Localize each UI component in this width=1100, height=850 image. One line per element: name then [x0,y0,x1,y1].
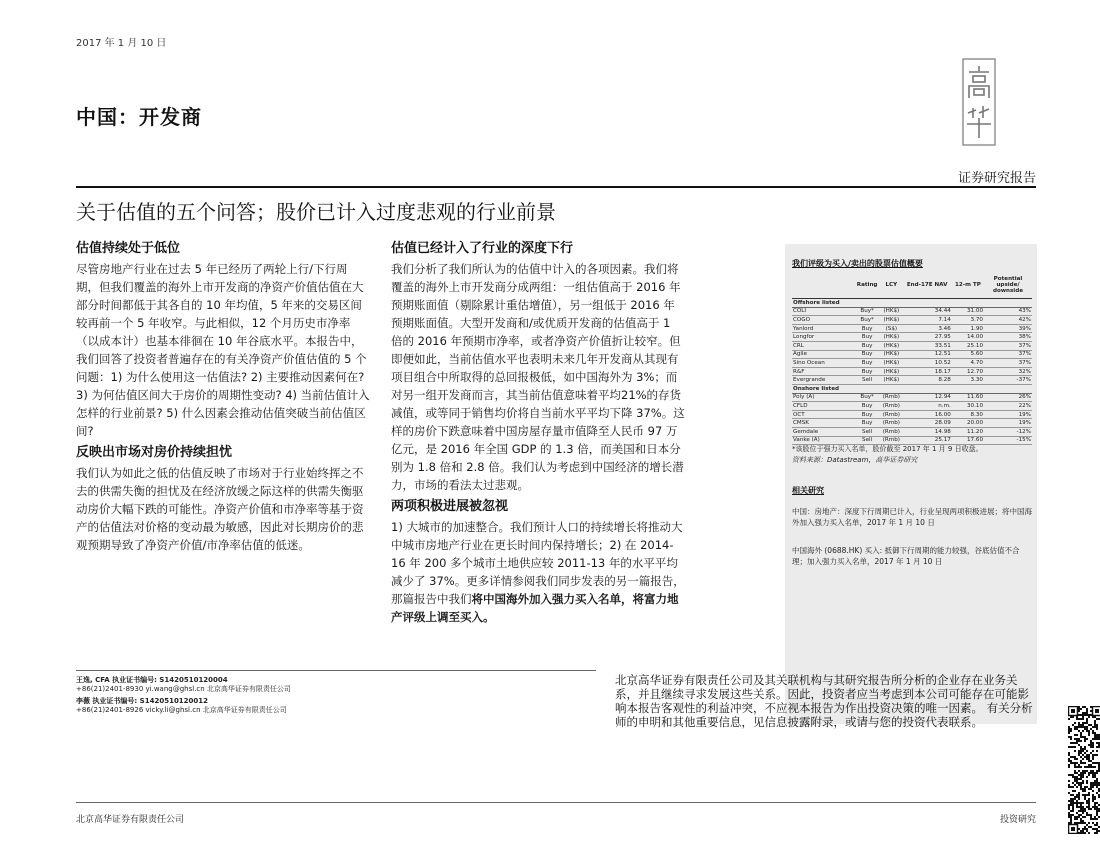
report-headline: 关于估值的五个问答；股价已计入过度悲观的行业前景 [76,200,556,224]
disclaimer-text: 北京高华证券有限责任公司及其关联机构与其研究报告所分析的企业存在业务关系，并且继续寻求发展这些关系。因此，投资者应当考虑到本公司可能存在可能影响本报告客观性的利益冲突，不应视本报告为作出投资决策的唯一因素。 有关分析师的申明和其他重要信息，见信息披露附录，或请与您的投资代表联系。 [615,673,1033,729]
section-heading: 反映出市场对房价持续担忧 [76,445,233,460]
table-source: 资料来源：Datastream，高华证券研究 [792,456,918,464]
section-body: 1) 大城市的加速整合。我们预计人口的持续增长将推动大中城市房地产行业在更长时间内保持增长；2) 在 2014-16 年 200 多个城市土地供应较 2011-13 年的水平平均减少了 37%。更多详情参阅我们同步发表的另一篇报告，那篇报告中我们将中国海外加入强力买入名单，将富力地产评级上调至买入。 [391,520,685,624]
footer-divider [76,802,1036,803]
footer-label: 投资研究 [999,815,1036,825]
qr-code [1068,706,1100,834]
section-heading: 估值已经计入了行业的深度下行 [391,241,574,256]
table-row: Poly (A) Buy* (Rmb) 12.94 11.60 26% [793,394,1031,401]
table-row: OCT Buy (Rmb) 16.00 8.30 19% [793,411,1031,418]
table-header-cell: LCY [880,271,902,299]
sector-title: 中国：开发商 [76,105,202,129]
table-header-cell: Rating [854,271,880,299]
table-header-cell: Potential upside/ downside [984,271,1032,299]
related-research-item: 中国：房地产：深度下行周期已计入，行业呈现两项积极进展；将中国海外加入强力买入名单，2017 年 1 月 10 日 [792,507,1032,527]
table-row: CFLD Buy (Rmb) n.m. 30.10 22% [793,402,1031,409]
table-row: Yanlord Buy (S$) 3.46 1.90 39% [793,325,1031,332]
table-row: Longfor Buy (HK$) 27.95 14.00 38% [793,334,1031,341]
analyst-divider [76,670,596,671]
analyst-info: 李薇 执业证书编号: S1420510120012 +86(21)2401-8926 vicky.li@ghsl.cn 北京高华证券有限责任公司 [76,697,287,714]
table-header-cell [792,271,854,299]
report-type-label: 证券研究报告 [957,171,1036,186]
section-heading: 估值持续处于低位 [76,241,181,256]
table-row: R&F Buy (HK$) 18.17 12.70 32% [793,368,1031,375]
table-note: *该股位于强力买入名单，股价截至 2017 年 1 月 9 日收盘。 资料来源：Datastream，高华证券研究 [792,444,1037,466]
analyst-info: 王逸, CFA 执业证书编号: S1420510120004 +86(21)2401-8930 yi.wang@ghsl.cn 北京高华证券有限责任公司 [76,676,291,693]
column-middle [391,240,685,630]
gaohua-logo [962,58,996,146]
table-row: Sino Ocean Buy (HK$) 10.52 4.70 37% [793,359,1031,366]
section-body: 我们分析了我们所认为的估值中计入的各项因素。我们将覆盖的海外上市开发商分成两组：一组估值高于 2016 年预期账面值（剔除累计重估增值），另一组低于 2016 年预期账面值。大型开发商和/或优质开发商的估值高于 1 倍的 2016 年预期市净率，或者净资产价值折让较窄。但即便如此，当前估值水平也表明未来几年开发商从其现有项目组合中所取得的总回报极低，如中国海外为 3%；而对另一组开发商而言，其当前估值意味着平均21%的存货减值，或等同于销售均价将自当前水平平均下降 37%。这样的房价下跌意味着中国房屋存量市值降至人民币 97 万亿元，是 2016 年全国 GDP 的 1.3 倍，而美国和日本分别为 1.8 倍和 2.8 倍。我们认为考虑到中国经济的增长潜力，市场的看法太过悲观。 [391,262,685,492]
table-group-row: Onshore listed [792,384,1032,393]
table-row: COLI Buy* (HK$) 34.44 31.00 43% [793,308,1031,315]
table-header-row [792,271,1032,299]
table-row: Evergrande Sell (HK$) 8.28 3.30 -37% [793,377,1031,384]
table-row: Agile Buy (HK$) 12.51 5.60 37% [793,351,1031,358]
report-date: 2017 年 1 月 10 日 [76,38,167,49]
related-research-item: 中国海外 (0688.HK) 买入: 抵御下行周期的能力较强，谷底估值不合理；加入强力买入名单，2017 年 1 月 10 日 [792,546,1020,566]
table-header-cell: End-17E NAV [902,271,951,299]
table-row: Vanke (A) Sell (Rmb) 25.17 17.60 -15% [793,437,1031,444]
footer-company: 北京高华证券有限责任公司 [76,815,185,825]
table-group-row: Offshore listed [792,299,1032,308]
section-body: 我们认为如此之低的估值反映了市场对于行业始终挥之不去的供需失衡的担忧及在经济放缓之际这样的供需失衡驱动房价大幅下跌的可能性。净资产价值和市净率等基于资产的估值法对价格的变动最为敏感，因此对长期房价的悲观预期导致了净资产价值/市净率估值的低迷。 [76,466,364,552]
section-heading: 两项积极进展被忽视 [391,499,509,514]
table-row: CMSK Buy (Rmb) 28.09 20.00 19% [793,420,1031,427]
table-row: CRL Buy (HK$) 33.51 25.10 37% [793,342,1031,349]
table-row: COGO Buy* (HK$) 7.14 3.70 42% [793,316,1031,323]
table-row: Gemdale Sell (Rmb) 14.98 11.20 -12% [793,428,1031,435]
emphasis-text: 将中国海外加入强力买入名单，将富力地产评级上调至买入。 [391,592,679,624]
section-body: 尽管房地产行业在过去 5 年已经历了两轮上行/下行周期，但我们覆盖的海外上市开发商的净资产价值估值在大部分时间都低于其各自的 10 年均值，5 年来的交易区间较再前一个 5 年收窄。与此相似，12 个月历史市净率（以成本计）也基本徘徊在 10 年谷底水平。本报告中，我们回答了投资者普遍存在的有关净资产价值估值的 5 个问题：1) 为什么使用这一估值法? 2) 主要推动因素何在? 3) 为何估值区间大于房价的周期性变动? 4) 当前估值计入怎样的行业前景? 5) 什么因素会推动估值突破当前估值区间? [76,262,370,438]
valuation-table [792,271,1032,445]
header-divider [76,186,1036,188]
column-left [76,240,370,558]
related-research-title: 相关研究 [792,486,824,495]
table-header-cell: 12-m TP [952,271,984,299]
valuation-table-title: 我们评级为买入/卖出的股票估值概要 [792,259,923,268]
